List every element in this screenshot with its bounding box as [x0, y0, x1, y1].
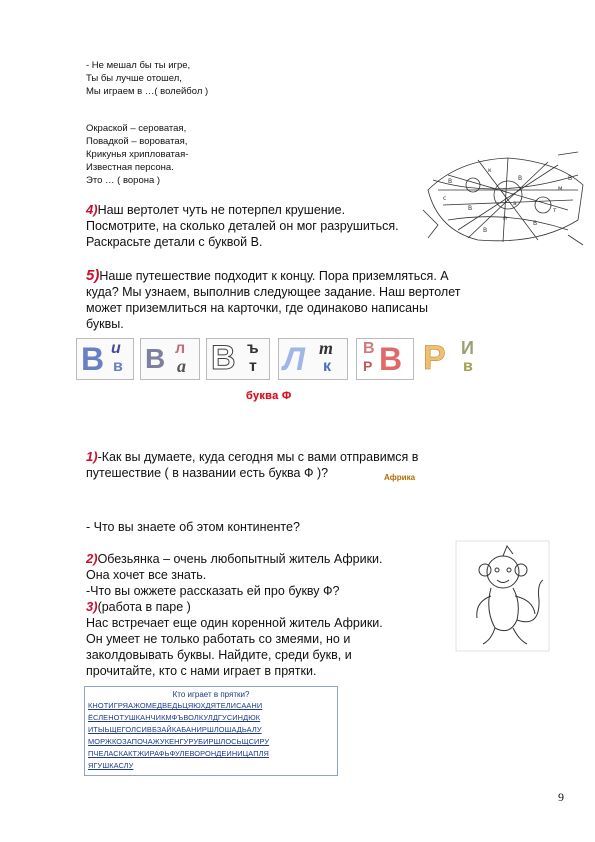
question-number: 1) [86, 449, 98, 464]
card-small-letter: в [113, 358, 123, 375]
question-continent [86, 519, 300, 535]
question-text: Он умеет не только работать со змеями, но и [86, 632, 351, 646]
question-text: Обезьянка – очень любопытный житель Африки. [97, 552, 383, 566]
riddle-line: - Не мешал бы ты игре, [86, 60, 191, 71]
riddle-crow [86, 122, 188, 187]
card-small-letter: Р [363, 358, 373, 374]
task-number: 4) [86, 202, 98, 217]
task-5 [86, 268, 460, 332]
svg-text:с: с [443, 195, 447, 202]
task-number: 5) [86, 267, 100, 284]
question-text: заколдовывать буквы. Найдите, среди букв, и [86, 648, 352, 662]
task-text: Наше путешествие подходит к концу. Пора приземляться. А [99, 269, 449, 283]
card-big-letter: В [145, 343, 166, 374]
puzzle-row: КНОТИГРЯАЖОМЕДВЕДЬЦЯЮХДЯТЕЛИСААНИ [88, 701, 263, 710]
afrika-label: Африка [384, 473, 416, 482]
svg-text:В: В [448, 178, 453, 185]
card-small-letter: И [461, 338, 474, 358]
svg-text:В: В [483, 227, 488, 234]
card-small-letter: в [463, 358, 473, 375]
svg-text:В: В [533, 220, 538, 227]
svg-text:В: В [468, 205, 473, 212]
card-small-letter: В [363, 340, 375, 357]
card-big-letter: В [211, 339, 236, 377]
card-small-letter: а [177, 356, 186, 376]
riddle-line: Известная персона. [86, 162, 174, 173]
task-text: Раскрасьте детали с буквой В. [86, 235, 263, 249]
hidden-words-puzzle [84, 686, 338, 776]
svg-text:В: В [568, 175, 573, 182]
svg-text:п: п [503, 215, 507, 222]
question-number: 2) [86, 551, 98, 566]
svg-text:м: м [558, 185, 563, 192]
question-3 [86, 599, 383, 679]
question-text: - Что вы знаете об этом континенте? [86, 520, 300, 534]
letter-card[interactable] [356, 338, 414, 380]
svg-text:а: а [513, 200, 517, 207]
puzzle-row: ЁСЛЕНОТУШКАНЧИКМФЪВОЛКУЛДГУСИНДЮК [88, 713, 261, 722]
task-text: Наш вертолет чуть не потерпел крушение. [97, 203, 346, 217]
task-text: Посмотрите, на сколько деталей он мог разрушиться. [86, 219, 399, 233]
svg-text:к: к [488, 167, 492, 174]
question-text: Нас встречает еще один коренной житель Африки. [86, 616, 383, 630]
task-4 [86, 202, 399, 250]
card-small-letter: к [323, 358, 332, 375]
letter-card[interactable] [76, 338, 134, 380]
question-1 [86, 449, 418, 481]
svg-text:т: т [553, 207, 557, 214]
page-number: 9 [558, 790, 564, 804]
puzzle-row: МОРЖКОЗАПОЧАЖУКЕНГУРУБИРШЛОСЬЩСИРУ [88, 737, 270, 746]
question-text: -Что вы ожжете рассказать ей про букву Ф? [86, 584, 340, 598]
card-small-letter: т [319, 338, 334, 358]
letter-card[interactable] [418, 338, 494, 380]
task-text: куда? Мы узнаем, выполнив следующее задание. Наш вертолет [86, 285, 461, 299]
letter-card[interactable] [206, 338, 270, 380]
card-big-letter: Р [423, 339, 446, 377]
bukva-f-label: буква Ф [246, 390, 292, 402]
riddle-line: Ты бы лучше отошел, [86, 73, 182, 84]
question-text: прочитайте, кто с нами играет в прятки. [86, 664, 317, 678]
riddle-line: Крикунья хрипловатая- [86, 149, 189, 160]
question-text: путешествие ( в названии есть буква Ф )? [86, 466, 329, 480]
puzzle-row: ПЧЕЛАСКАКТЖИРАФЬФУЛЕВОРОНДЕИНИЦАПЛЯ [88, 749, 269, 758]
riddle-volleyball [86, 59, 208, 98]
task-text: буквы. [86, 317, 124, 331]
letter-card[interactable] [278, 338, 348, 380]
riddle-line: Это … ( ворона ) [86, 175, 161, 186]
svg-text:В: В [518, 175, 523, 182]
helicopter-puzzle-image [418, 150, 588, 250]
riddle-line: Мы играем в …( волейбол ) [86, 86, 209, 97]
puzzle-row: ЯГУШКАСЛУ [88, 761, 134, 770]
card-small-letter: ъ [247, 340, 259, 357]
puzzle-title: Кто играет в прятки? [172, 690, 250, 699]
card-small-letter: л [175, 340, 186, 357]
question-text: (работа в паре ) [97, 600, 191, 614]
card-small-letter: и [111, 340, 121, 357]
monkey-image [455, 540, 550, 652]
question-text: Она хочет все знать. [86, 568, 207, 582]
question-2 [86, 551, 383, 599]
card-big-letter: В [379, 341, 403, 377]
puzzle-row: ИТЫЬЩЕГОЛСИВБЗАЙКАБАНИРШЛОШАДЬАЛУ [88, 725, 262, 734]
letter-card[interactable] [140, 338, 200, 380]
question-number: 3) [86, 599, 98, 614]
riddle-line: Повадкой – вороватая, [86, 136, 188, 147]
riddle-line: Окраской – сероватая, [86, 123, 187, 134]
card-big-letter: Л [283, 341, 305, 377]
card-small-letter: т [249, 358, 257, 375]
card-big-letter: В [81, 341, 105, 377]
task-text: может приземлиться на карточки, где одинаково написаны [86, 301, 428, 315]
question-text: -Как вы думаете, куда сегодня мы с вами отправимся в [97, 450, 419, 464]
